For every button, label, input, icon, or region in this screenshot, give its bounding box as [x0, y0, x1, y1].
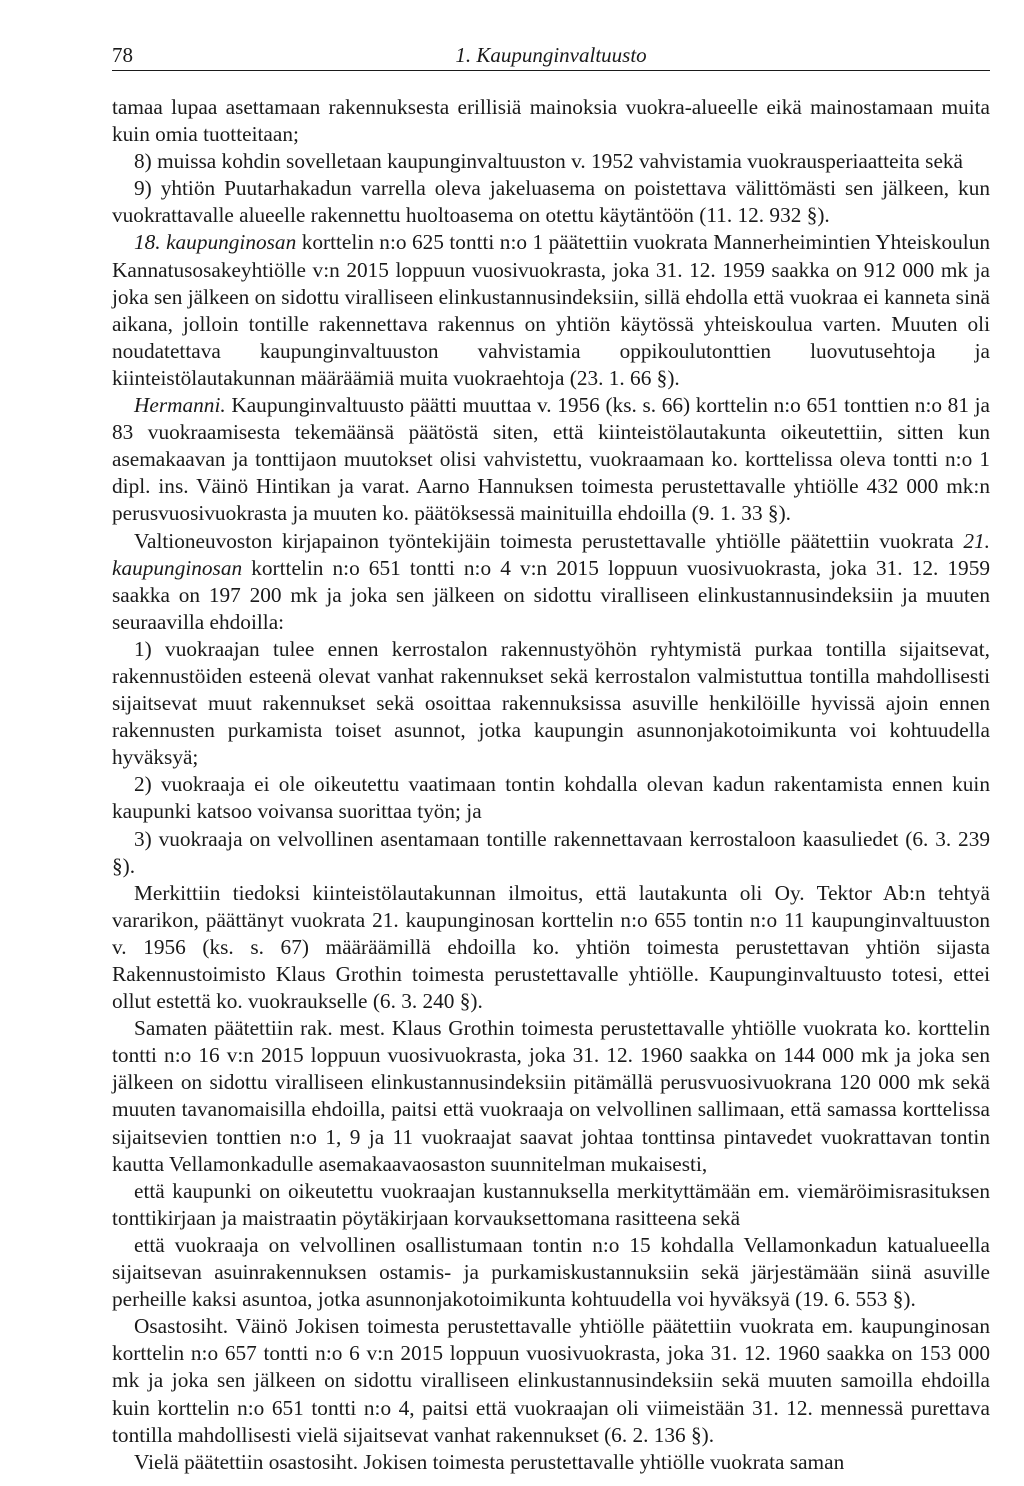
text-run: 2) vuokraaja ei ole oikeutettu vaatimaan tontin kohdalla olevan kadun rakentamista ennen kuin kaupunki katsoo voivansa suorittaa työn; ja	[112, 772, 990, 824]
text-run: 1) vuokraajan tulee ennen kerrostalon rakennustyöhön ryhtymistä purkaa tontilla sijaitsevat, rakennustöiden esteenä olevat vanhat rakennukset sekä kerrostalon valmistuttua tontilla mahdollisesti sijaitsevat muut rakennukset sekä osoittaa rakennuksissa asuville henkilöille hyvissä ajoin ennen rakennusten purkamista toiset asunnot, jotka kaupungin asunnonjakotoimikunta voi kohtuudella hyväksyä;	[112, 636, 990, 770]
paragraph	[112, 771, 990, 825]
paragraph	[112, 880, 990, 1015]
page-header	[112, 40, 990, 71]
text-run: korttelin n:o 651 tontti n:o 4 v:n 2015 loppuun vuosivuokrasta, joka 31. 12. 1959 saakka on 197 200 mk ja joka sen jälkeen on sidottu viralliseen elinkustannusindeksiin ja muuten seuraavilla ehdoilla:	[112, 555, 990, 634]
paragraph	[112, 528, 990, 636]
text-run: Valtioneuvoston kirjapainon työntekijäin toimesta perustettavalle yhtiölle päätettiin vuokrata	[134, 528, 964, 553]
italic-text: Hermanni.	[134, 393, 226, 418]
paragraph	[112, 636, 990, 771]
paragraph	[112, 229, 990, 392]
text-run: Samaten päätettiin rak. mest. Klaus Grothin toimesta perustettavalle yhtiölle vuokrata ko. korttelin tontti n:o 16 v:n 2015 loppuun vuosivuokrasta, joka 31. 12. 1960 saakka on 144 000 mk ja joka sen jälkeen on sidottu viralliseen elinkustannusindeksiin pitämällä perusvuosivuokrana 120 000 mk sekä muuten tavanomaisilla ehdoilla, paitsi että vuokraaja on velvollinen sallimaan, että samassa korttelissa sijaitsevien tonttien n:o 1, 9 ja 11 vuokraajat saavat johtaa tonttinsa pintavedet vuokrattavan tontin kautta Vellamonkadulle asemakaavaosaston suunnitelman mukaisesti,	[112, 1016, 990, 1176]
text-run: 9) yhtiön Puutarhakadun varrella oleva jakeluasema on poistettava välittömästi sen jälkeen, kun vuokrattavalle alueelle rakennettu huoltoasema on otettu käytäntöön (11. 12. 932 §).	[112, 176, 990, 228]
text-run: Merkittiin tiedoksi kiinteistölautakunnan ilmoitus, että lautakunta oli Oy. Tektor Ab:n tehtyä vararikon, päättänyt vuokrata 21. kaupunginosan korttelin n:o 655 tontin n:o 11 kaupunginvaltuuston v. 1956 (ks. s. 67) määräämillä ehdoilla ko. yhtiön toimesta perustettavan yhtiön sijasta Rakennustoimisto Klaus Grothin toimesta perustettavalle yhtiölle. Kaupunginvaltuusto totesi, ettei ollut estettä ko. vuokraukselle (6. 3. 240 §).	[112, 880, 990, 1014]
text-run: että vuokraaja on velvollinen osallistumaan tontin n:o 15 kohdalla Vellamonkadun katualueella sijaitsevan asuinrakennuksen ostamis- ja purkamiskustannuksiin sekä järjestämään siinä asuville perheille kaksi asuntoa, jotka asunnonjakotoimikunta kohtuudella voi hyväksyä (19. 6. 553 §).	[112, 1232, 990, 1312]
document-page	[112, 40, 990, 1476]
text-run: Osastosiht. Väinö Jokisen toimesta perustettavalle yhtiölle päätettiin vuokrata em. kaupunginosan korttelin n:o 657 tontti n:o 6 v:n 2015 loppuun vuosivuokrasta, joka 31. 12. 1960 saakka on 153 000 mk ja joka sen jälkeen on sidottu viralliseen elinkustannusindeksiin sekä muuten samoilla ehdoilla kuin korttelin n:o 651 tontti n:o 4, paitsi että vuokraajan oli viimeistään 31. 12. mennessä purettava tontilla mahdollisesti vielä sijaitsevat vanhat rakennukset (6. 2. 136 §).	[112, 1314, 990, 1447]
running-title: 1. Kaupunginvaltuusto	[455, 43, 647, 67]
text-run: 3) vuokraaja on velvollinen asentamaan tontille rakennettavaan kerrostaloon kaasuliedet (6. 3. 239 §).	[112, 826, 990, 878]
text-run: korttelin n:o 625 tontti n:o 1 päätettiin vuokrata Mannerheimintien Yhteiskoulun Kannatusosakeyhtiölle v:n 2015 loppuun vuosivuokrasta, joka 31. 12. 1959 saakka on 912 000 mk ja joka sen jälkeen on sidottu viralliseen elinkustannusindeksiin, sillä ehdolla että vuokraa ei kanneta sinä aikana, jolloin tontille rakennettava rakennus on yhtiön käytössä yhteiskoulua varten. Muuten oli noudatettava kaupunginvaltuuston vahvistamia oppikoulutonttien luovutusehtoja ja kiinteistölautakunnan määräämiä muita vuokraehtoja (23. 1. 66 §).	[112, 230, 991, 390]
text-run: Vielä päätettiin osastosiht. Jokisen toimesta perustettavalle yhtiölle vuokrata saman	[134, 1449, 845, 1474]
text-run: tamaa lupaa asettamaan rakennuksesta erillisiä mainoksia vuokra-alueelle eikä mainostamaan muita kuin omia tuotteitaan;	[112, 95, 990, 147]
paragraph	[112, 1232, 990, 1313]
paragraph	[112, 392, 990, 527]
document-body	[112, 94, 990, 1476]
italic-text: 21. kaupunginosan	[112, 528, 990, 580]
paragraph	[112, 826, 990, 880]
paragraph	[112, 1178, 990, 1232]
paragraph	[112, 1449, 990, 1476]
paragraph	[112, 94, 990, 148]
paragraph	[112, 175, 990, 229]
page-number: 78	[112, 43, 133, 67]
text-run: että kaupunki on oikeutettu vuokraajan kustannuksella merkityttämään em. viemäröimisrasituksen tonttikirjaan ja maistraatin pöytäkirjaan korvauksettomana rasitteena sekä	[112, 1178, 990, 1230]
italic-text: 18. kaupunginosan	[134, 230, 297, 255]
text-run: Kaupunginvaltuusto päätti muuttaa v. 1956 (ks. s. 66) korttelin n:o 651 tonttien n:o 81 ja 83 vuokraamisesta tekemäänsä päätöstä siten, että kiinteistölautakunta oikeutettiin, sitten kun asemakaavan ja tonttijaon muutokset olisi vahvistettu, vuokraamaan ko. korttelissa oleva tontti n:o 1 dipl. ins. Väinö Hintikan ja varat. Aarno Hannuksen toimesta perustettavalle yhtiölle 432 000 mk:n perusvuosivuokrasta ja muuten ko. päätöksessä mainituilla ehdoilla (9. 1. 33 §).	[112, 393, 990, 526]
text-run: 8) muissa kohdin sovelletaan kaupunginvaltuuston v. 1952 vahvistamia vuokrausperiaatteita sekä	[134, 149, 964, 174]
paragraph	[112, 1313, 990, 1448]
paragraph	[112, 1015, 990, 1178]
paragraph	[112, 148, 990, 175]
